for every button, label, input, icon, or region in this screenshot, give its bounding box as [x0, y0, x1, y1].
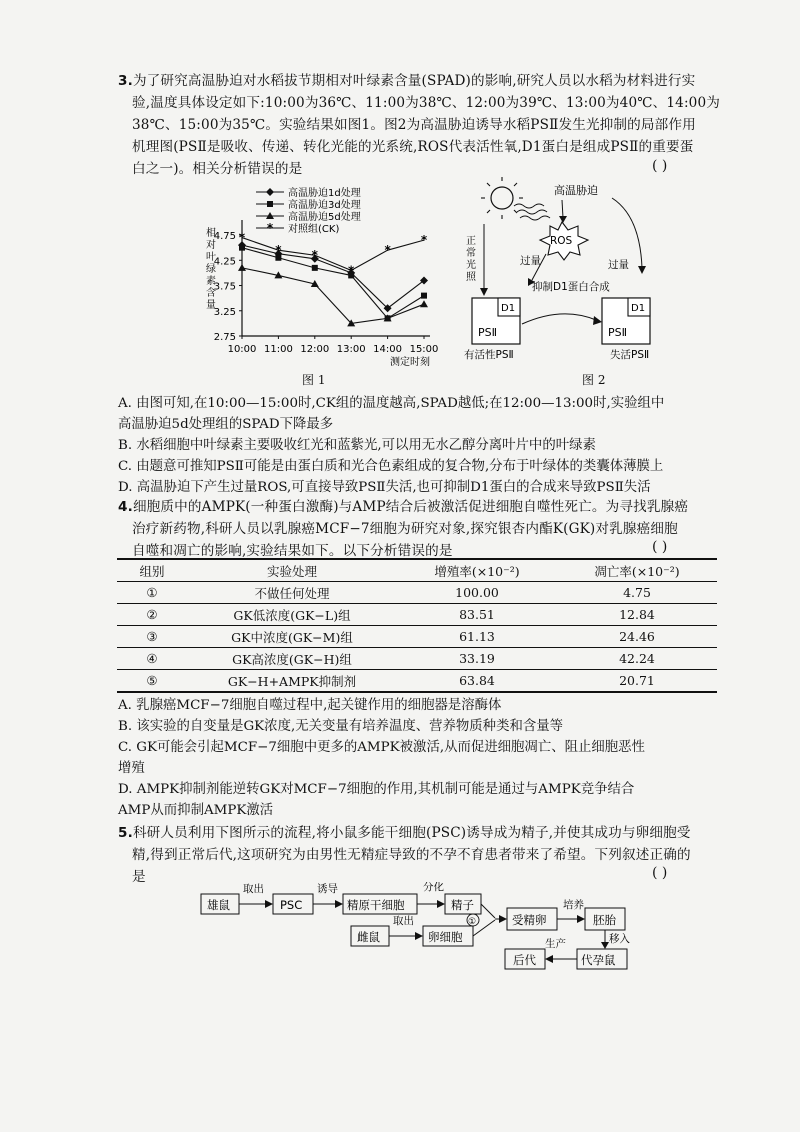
cell-proliferation: 100.00	[397, 582, 557, 604]
header-group: 组别	[117, 559, 187, 582]
y-axis-label-char: 对	[206, 240, 216, 251]
heat-stress-label: 高温胁迫	[554, 184, 598, 197]
d1-left-label: D1	[501, 303, 516, 314]
psii-right-label: PSⅡ	[608, 326, 628, 339]
data-point-2	[420, 300, 428, 307]
q3-option-c[interactable]: C. 由题意可推知PSⅡ可能是由蛋白质和光合色素组成的复合物,分布于叶绿体的类囊体薄膜上	[118, 459, 664, 474]
table-row	[117, 670, 717, 693]
data-point-3: *	[311, 248, 318, 263]
q4-answer-bracket[interactable]: ( )	[652, 539, 668, 555]
q5-line-2: 精,得到正常后代,这项研究为由男性无精症导致的不孕不育患者带来了希望。下列叙述正确的	[132, 847, 691, 863]
sperm-label: 精子	[451, 898, 474, 912]
q4-option-a[interactable]: A. 乳腺癌MCF−7细胞自噬过程中,起关键作用的细胞器是溶酶体	[118, 698, 502, 713]
q3-option-a-line1[interactable]: A. 由图可知,在10:00—15:00时,CK组的温度越高,SPAD越低;在12:00—13:00时,实验组中	[118, 396, 665, 411]
take-out-label-2: 取出	[393, 915, 414, 927]
cell-treatment: GK高浓度(GK−H)组	[187, 648, 397, 670]
cell-group: ①	[117, 582, 187, 604]
q4-option-d-line2: AMP从而抑制AMPK激活	[118, 803, 274, 818]
cell-proliferation: 83.51	[397, 604, 557, 626]
data-point-1	[312, 265, 318, 271]
x-tick-label: 12:00	[300, 344, 330, 355]
q4-stem	[118, 496, 688, 562]
legend-label-1: 高温胁迫3d处理	[288, 200, 361, 211]
cell-proliferation: 63.84	[397, 670, 557, 693]
y-axis-label-char: 相	[206, 228, 216, 239]
q4-option-b[interactable]: B. 该实验的自变量是GK浓度,无关变量有培养温度、营养物质种类和含量等	[118, 719, 564, 734]
step-1-label: ①	[468, 917, 477, 927]
female-mouse-label: 雌鼠	[357, 930, 380, 944]
y-tick-label: 4.75	[213, 231, 236, 243]
fig1-caption: 图 1	[302, 373, 326, 387]
cell-proliferation: 33.19	[397, 648, 557, 670]
heat-wave-icon	[514, 204, 550, 220]
cell-apoptosis: 24.46	[557, 626, 717, 648]
data-point-1	[239, 245, 245, 251]
data-point-3: *	[420, 233, 428, 248]
y-tick-label: 2.75	[213, 332, 236, 343]
fig2-mechanism-diagram	[462, 176, 712, 361]
excess-right-label: 过量	[608, 259, 629, 271]
psc-label: PSC	[280, 898, 303, 912]
svg-text:正: 正	[466, 236, 476, 247]
cell-proliferation: 61.13	[397, 626, 557, 648]
series-line-2	[242, 268, 424, 324]
y-tick-label: 4.25	[213, 256, 236, 268]
q4-number: 4.	[118, 499, 133, 515]
take-out-label-1: 取出	[243, 883, 264, 895]
differentiate-label: 分化	[423, 882, 444, 893]
x-tick-label: 11:00	[263, 344, 293, 355]
header-proliferation: 增殖率(×10⁻²)	[397, 559, 557, 582]
x-tick-label: 13:00	[336, 344, 366, 355]
y-axis-label-char: 含	[206, 288, 216, 299]
y-axis-label-char: 绿	[206, 264, 216, 275]
q5-number: 5.	[118, 825, 133, 841]
q4-option-c-line2: 增殖	[118, 761, 145, 776]
q4-option-c-line1[interactable]: C. GK可能会引起MCF−7细胞中更多的AMPK被激活,从而促进细胞凋亡、阻止细胞恶性	[118, 740, 645, 755]
q5-flow-diagram	[195, 882, 655, 972]
legend-marker-0	[266, 188, 274, 196]
q4-line-1: 4.细胞质中的AMPK(一种蛋白激酶)与AMP结合后被激活促进细胞自噬性死亡。为寻找乳腺癌	[118, 499, 689, 515]
series-line-1	[242, 248, 424, 319]
normal-light-label	[466, 235, 477, 283]
legend-marker-3: *	[266, 221, 274, 235]
y-axis-label-char: 素	[206, 276, 216, 287]
q3-line-1: 3.为了研究高温胁迫对水稻拔节期相对叶绿素含量(SPAD)的影响,研究人员以水稻为材料进行实	[118, 73, 696, 89]
cell-group: ⑤	[117, 670, 187, 693]
q3-stem	[118, 70, 720, 180]
data-point-2	[238, 264, 246, 271]
fig1-line-chart	[198, 186, 458, 366]
male-mouse-label: 雄鼠	[207, 898, 230, 912]
legend-label-3: 对照组(CK)	[288, 224, 340, 235]
spermatogonia-label: 精原干细胞	[347, 898, 405, 912]
q5-line-1: 5.科研人员利用下图所示的流程,将小鼠多能干细胞(PSC)诱导成为精子,并使其成功与卵细胞受	[118, 825, 691, 841]
induce-label: 诱导	[317, 883, 338, 895]
svg-text:光: 光	[466, 260, 476, 271]
table-row	[117, 582, 717, 604]
cell-apoptosis: 12.84	[557, 604, 717, 626]
y-tick-label: 3.75	[213, 281, 236, 293]
d1-right-label: D1	[631, 303, 646, 314]
q3-option-a-line2: 高温胁迫5d处理组的SPAD下降最多	[118, 417, 334, 432]
cell-treatment: GK中浓度(GK−M)组	[187, 626, 397, 648]
y-axis-label-char: 量	[206, 300, 216, 311]
active-psii-label: 有活性PSⅡ	[464, 349, 514, 361]
header-treatment: 实验处理	[187, 559, 397, 582]
table-row	[117, 604, 717, 626]
produce-label: 生产	[545, 938, 566, 950]
table-row	[117, 626, 717, 648]
culture-label: 培养	[563, 899, 584, 911]
surrogate-label: 代孕鼠	[581, 953, 616, 967]
q3-option-b[interactable]: B. 水稻细胞中叶绿素主要吸收红光和蓝紫光,可以用无水乙醇分离叶片中的叶绿素	[118, 438, 596, 453]
header-apoptosis: 凋亡率(×10⁻²)	[557, 559, 717, 582]
transfer-label: 移入	[609, 933, 630, 945]
table-header-row	[117, 559, 717, 582]
q3-line-3: 38℃、15:00为35℃。实验结果如图1。图2为高温胁迫诱导水稻PSⅡ发生光抑制的局部作用	[132, 117, 696, 133]
cell-apoptosis: 4.75	[557, 582, 717, 604]
q4-results-table	[117, 558, 717, 693]
q3-answer-bracket[interactable]: ( )	[652, 158, 668, 174]
svg-text:照: 照	[466, 272, 476, 283]
q3-number: 3.	[118, 73, 133, 89]
q4-option-d-line1[interactable]: D. AMPK抑制剂能逆转GK对MCF−7细胞的作用,其机制可能是通过与AMPK竞争结合	[118, 782, 635, 797]
x-tick-label: 15:00	[409, 344, 439, 355]
cell-treatment: 不做任何处理	[187, 582, 397, 604]
cell-group: ③	[117, 626, 187, 648]
y-axis-label-char: 叶	[206, 252, 216, 263]
egg-label: 卵细胞	[428, 930, 463, 944]
offspring-label: 后代	[513, 953, 536, 967]
x-axis-label: 测定时刻	[390, 357, 430, 366]
inhibit-d1-label: 抑制D1蛋白合成	[532, 281, 610, 293]
data-point-3: *	[238, 230, 246, 245]
q4-line-2: 治疗新药物,科研人员以乳腺癌MCF−7细胞为研究对象,探究银杏内酯K(GK)对乳腺癌细胞	[132, 521, 678, 537]
svg-text:常: 常	[466, 248, 476, 259]
q5-line-3: 是	[132, 869, 146, 885]
q4-line-3: 自噬和凋亡的影响,实验结果如下。以下分析错误的是	[132, 543, 453, 559]
q3-line-2: 验,温度具体设定如下:10:00为36℃、11:00为38℃、12:00为39℃、13:00为40℃、14:00为	[132, 95, 721, 111]
transition-arrow	[522, 314, 596, 324]
ros-label: ROS	[550, 235, 573, 247]
x-tick-label: 14:00	[373, 344, 403, 355]
series-line-0	[242, 245, 424, 308]
data-point-3: *	[348, 263, 355, 278]
cell-group: ④	[117, 648, 187, 670]
inactive-psii-label: 失活PSⅡ	[610, 349, 650, 361]
cell-apoptosis: 20.71	[557, 670, 717, 693]
data-point-3: *	[384, 243, 391, 258]
q3-line-5: 白之一)。相关分析错误的是	[132, 161, 303, 177]
data-point-3: *	[275, 243, 282, 258]
y-tick-label: 3.25	[213, 306, 236, 318]
legend-marker-1	[267, 201, 273, 207]
sun-icon	[481, 177, 523, 219]
cell-treatment: GK低浓度(GK−L)组	[187, 604, 397, 626]
q3-option-d[interactable]: D. 高温胁迫下产生过量ROS,可直接导致PSⅡ失活,也可抑制D1蛋白的合成来导致PSⅡ失活	[118, 480, 651, 495]
q5-stem	[118, 822, 691, 888]
psii-left-label: PSⅡ	[478, 326, 498, 339]
embryo-label: 胚胎	[593, 913, 616, 927]
fig2-caption: 图 2	[582, 373, 606, 387]
table-row	[117, 648, 717, 670]
x-tick-label: 10:00	[227, 344, 257, 355]
q5-answer-bracket[interactable]: ( )	[652, 865, 668, 881]
data-point-1	[421, 293, 427, 299]
legend-label-2: 高温胁迫5d处理	[288, 212, 361, 223]
cell-apoptosis: 42.24	[557, 648, 717, 670]
legend-label-0: 高温胁迫1d处理	[288, 188, 361, 199]
excess-left-label: 过量	[520, 255, 541, 267]
zygote-label: 受精卵	[512, 913, 547, 927]
cell-group: ②	[117, 604, 187, 626]
q3-line-4: 机理图(PSⅡ是吸收、传递、转化光能的光系统,ROS代表活性氧,D1蛋白是组成PSⅡ的重要蛋	[132, 139, 694, 155]
cell-treatment: GK−H+AMPK抑制剂	[187, 670, 397, 693]
